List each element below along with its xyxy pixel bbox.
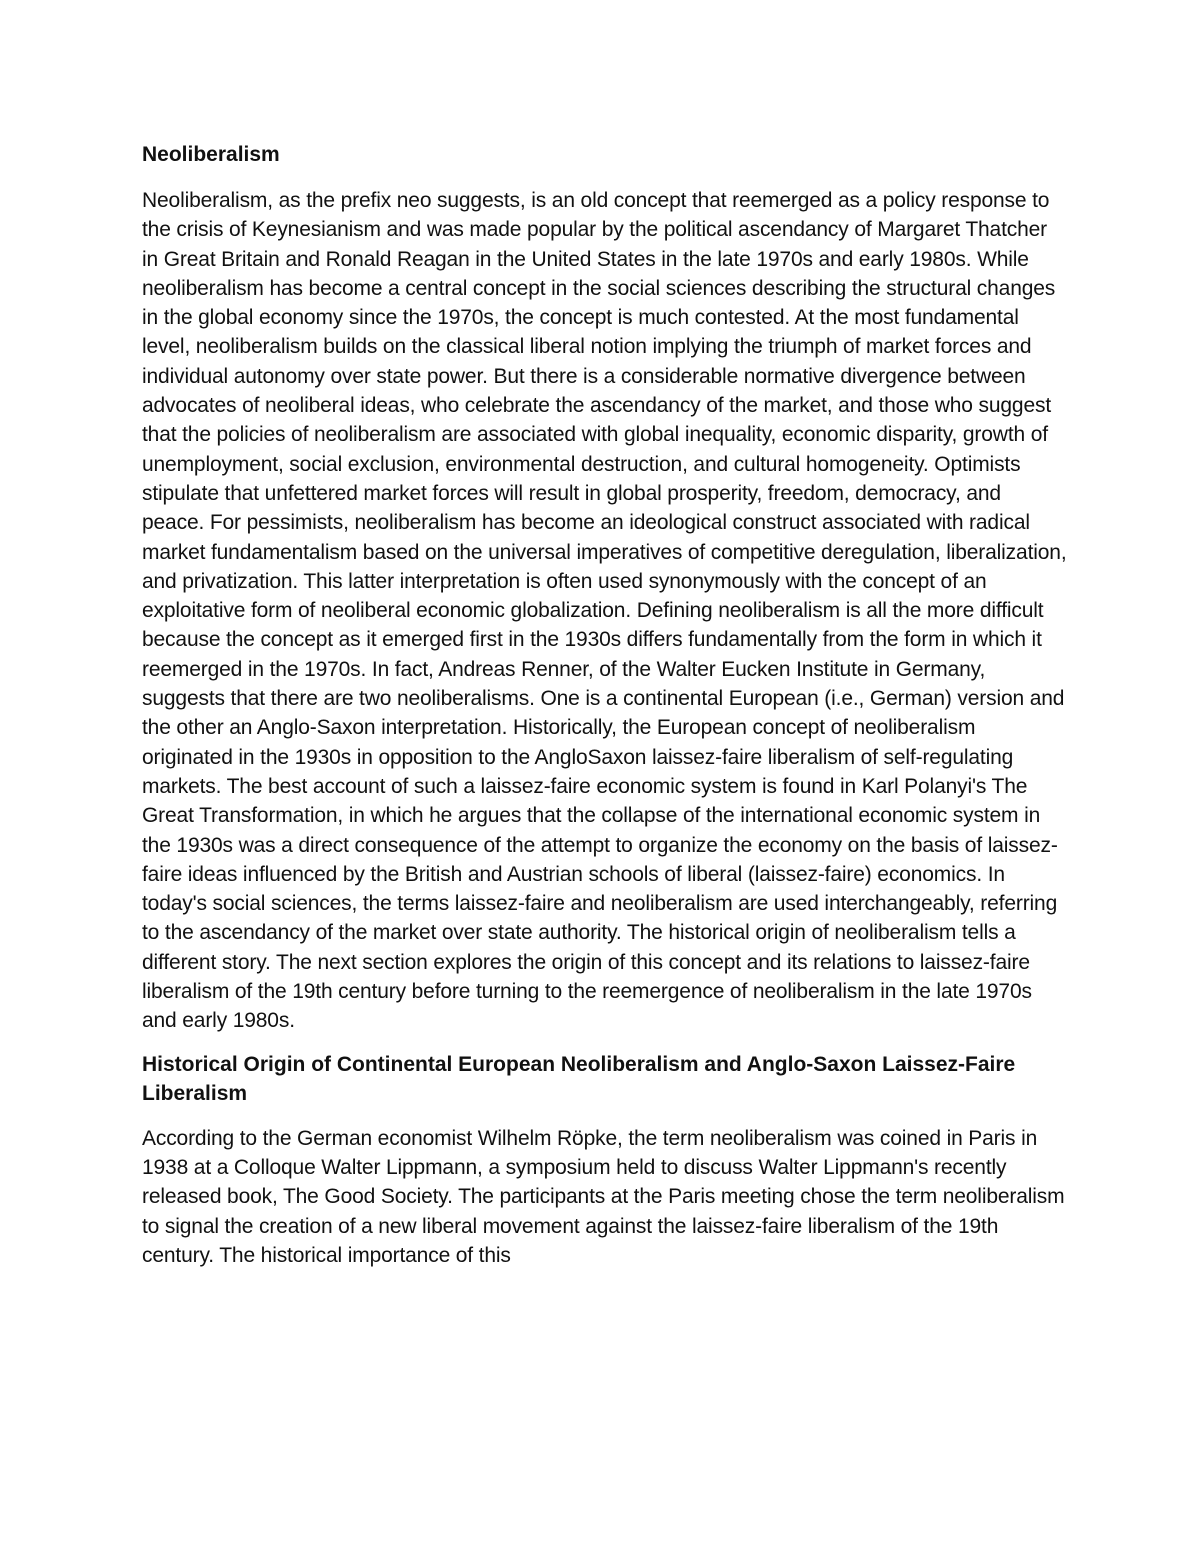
document-page bbox=[142, 140, 1067, 1270]
section-heading: Historical Origin of Continental European Neoliberalism and Anglo-Saxon Laissez-Faire Liberalism bbox=[142, 1052, 1016, 1105]
document-title: Neoliberalism bbox=[142, 143, 280, 166]
body-paragraph: According to the German economist Wilhelm Röpke, the term neoliberalism was coined in Paris in 1938 at a Colloque Walter Lippmann, a symposium held to discuss Walter Lippmann's recently released book, The Good Society. The participants at the Paris meeting chose the term neoliberalism to signal the creation of a new liberal movement against the laissez-faire liberalism of the 19th century. The historical importance of this bbox=[142, 1126, 1065, 1267]
body-paragraph: Neoliberalism, as the prefix neo suggests, is an old concept that reemerged as a policy response to the crisis of Keynesianism and was made popular by the political ascendancy of Margaret Thatcher in Great Britain and Ronald Reagan in the United States in the late 1970s and early 1980s. While neoliberalism has become a central concept in the social sciences describing the structural changes in the global economy since the 1970s, the concept is much contested. At the most fundamental level, neoliberalism builds on the classical liberal notion implying the triumph of market forces and individual autonomy over state power. But there is a considerable normative divergence between advocates of neoliberal ideas, who celebrate the ascendancy of the market, and those who suggest that the policies of neoliberalism are associated with global inequality, economic disparity, growth of unemployment, social exclusion, environmental destruction, and cultural homogeneity. Optimists stipulate that unfettered market forces will result in global prosperity, freedom, democracy, and peace. For pessimists, neoliberalism has become an ideological construct associated with radical market fundamentalism based on the universal imperatives of competitive deregulation, liberalization, and privatization. This latter interpretation is often used synonymously with the concept of an exploitative form of neoliberal economic globalization. Defining neoliberalism is all the more difficult because the concept as it emerged first in the 1930s differs fundamentally from the form in which it reemerged in the 1970s. In fact, Andreas Renner, of the Walter Eucken Institute in Germany, suggests that there are two neoliberalisms. One is a continental European (i.e., German) version and the other an Anglo-Saxon interpretation. Historically, the European concept of neoliberalism originated in the 1930s in opposition to the AngloSaxon laissez-faire liberalism of self-regulating markets. The best account of such a laissez-faire economic system is found in Karl Polanyi's The Great Transformation, in which he argues that the collapse of the international economic system in the 1930s was a direct consequence of the attempt to organize the economy on the basis of laissez-faire ideas influenced by the British and Austrian schools of liberal (laissez-faire) economics. In today's social sciences, the terms laissez-faire and neoliberalism are used interchangeably, referring to the ascendancy of the market over state authority. The historical origin of neoliberalism tells a different story. The next section explores the origin of this concept and its relations to laissez-faire liberalism of the 19th century before turning to the reemergence of neoliberalism in the late 1970s and early 1980s. bbox=[142, 189, 1067, 1033]
